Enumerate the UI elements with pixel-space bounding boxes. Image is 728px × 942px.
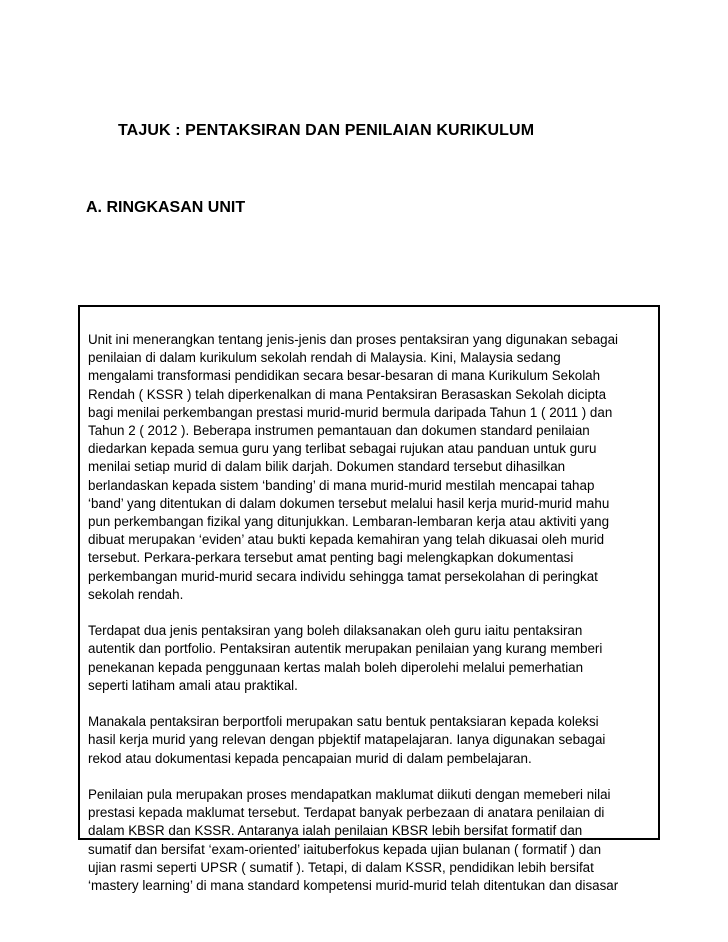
text-line: rekod atau dokumentasi kepada pencapaian murid di dalam pembelajaran. <box>88 750 532 766</box>
summary-paragraph <box>88 786 654 895</box>
text-line: autentik dan portfolio. Pentaksiran autentik merupakan penilaian yang kurang memberi <box>88 641 603 657</box>
text-line: ‘band’ yang ditentukan di dalam dokumen tersebut melalui hasil kerja murid-murid mahu <box>88 495 610 511</box>
text-line: Manakala pentaksiran berportfoli merupakan satu bentuk pentaksiaran kepada koleksi <box>88 714 599 730</box>
text-line: dibuat merupakan ‘eviden’ atau bukti kepada kemahiran yang telah dikuasai oleh murid <box>88 532 605 548</box>
summary-paragraph <box>88 713 654 768</box>
text-line: mengalami transformasi pendidikan secara besar-besaran di mana Kurikulum Sekolah <box>88 368 601 384</box>
text-line: Unit ini menerangkan tentang jenis-jenis dan proses pentaksiran yang digunakan sebagai <box>88 332 619 347</box>
section-heading: A. RINGKASAN UNIT <box>86 199 246 216</box>
text-line: pun perkembangan fizikal yang ditunjukkan. Lembaran-lembaran kerja atau aktiviti yang <box>88 514 610 530</box>
text-line: seperti latiham amali atau praktikal. <box>88 677 298 693</box>
summary-box <box>78 305 660 894</box>
text-line: tersebut. Perkara-perkara tersebut amat penting bagi melengkapkan dokumentasi <box>88 550 574 566</box>
text-line: perkembangan murid-murid secara individu sehingga tamat persekolahan di peringkat <box>88 568 598 584</box>
text-line: Penilaian pula merupakan proses mendapatkan maklumat diikuti dengan memeberi nilai <box>88 787 611 803</box>
text-line: penekanan kepada penggunaan kertas malah boleh diperolehi melalui pemerhatian <box>88 659 584 675</box>
text-line: sekolah rendah. <box>88 586 184 602</box>
text-line: ‘mastery learning’ di mana standard kompetensi murid-murid telah ditentukan dan disasar <box>88 878 619 894</box>
text-line: penilaian di dalam kurikulum sekolah rendah di Malaysia. Kini, Malaysia sedang <box>88 350 561 366</box>
text-line: sumatif dan bersifat ‘exam-oriented’ iaituberfokus kepada ujian bulanan ( formatif ) dan <box>88 841 602 857</box>
text-line: Tahun 2 ( 2012 ). Beberapa instrumen pemantauan dan dokumen standard penilaian <box>88 423 590 439</box>
summary-paragraph <box>88 622 654 695</box>
text-line: dalam KBSR dan KSSR. Antaranya ialah penilaian KBSR lebih bersifat formatif dan <box>88 823 583 839</box>
page-title: TAJUK : PENTAKSIRAN DAN PENILAIAN KURIKULUM <box>118 122 535 139</box>
text-line: ujian rasmi seperti UPSR ( sumatif ). Tetapi, di dalam KSSR, pendidikan lebih bersifat <box>88 859 594 875</box>
summary-paragraph <box>88 331 654 604</box>
text-line: Rendah ( KSSR ) telah diperkenalkan di mana Pentaksiran Berasaskan Sekolah dicipta <box>88 386 607 402</box>
text-line: hasil kerja murid yang relevan dengan pbjektif matapelajaran. Ianya digunakan sebagai <box>88 732 606 748</box>
text-line: bagi menilai perkembangan prestasi murid-murid bermula daripada Tahun 1 ( 2011 ) dan <box>88 404 613 420</box>
text-line: berlandaskan kepada sistem ‘banding’ di mana murid-murid mestilah mencapai tahap <box>88 477 595 493</box>
text-line: prestasi kepada maklumat tersebut. Terdapat banyak perbezaan di anatara penilaian di <box>88 805 605 821</box>
summary-text <box>88 331 654 895</box>
text-line: menilai setiap murid di dalam bilik darjah. Dokumen standard tersebut dihasilkan <box>88 459 566 475</box>
text-line: diedarkan kepada semua guru yang terlibat sebagai rujukan atau panduan untuk guru <box>88 441 597 457</box>
text-line: Terdapat dua jenis pentaksiran yang boleh dilaksanakan oleh guru iaitu pentaksiran <box>88 623 583 639</box>
